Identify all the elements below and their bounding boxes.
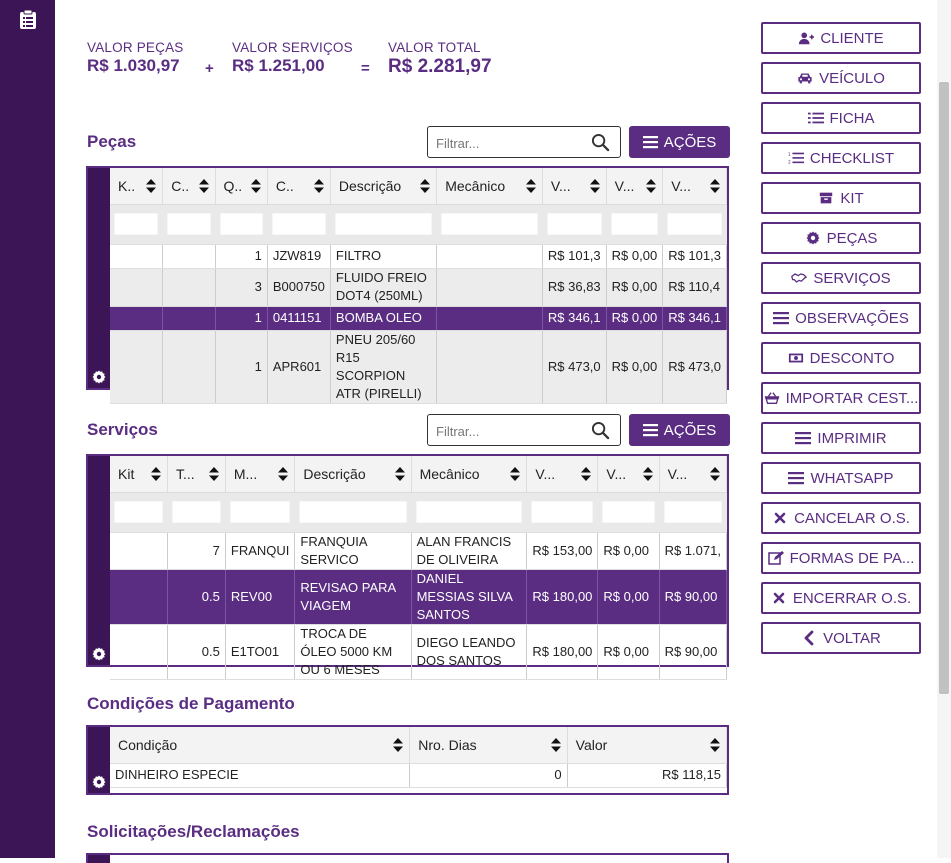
- servicos-table-cell: E1TO01: [225, 624, 295, 679]
- action-icon-wrap: [801, 631, 817, 645]
- pecas-table-cell: R$ 346,1: [542, 306, 606, 330]
- pecas-table-cell: R$ 101,3: [542, 244, 606, 268]
- pecas-table-cell: BOMBA OLEO: [330, 306, 436, 330]
- pecas-col-header[interactable]: [542, 168, 606, 204]
- search-icon[interactable]: [591, 133, 610, 152]
- sort-icon[interactable]: [646, 179, 656, 193]
- pecas-table-cell: [110, 268, 163, 306]
- action-button-label: DESCONTO: [809, 349, 895, 367]
- action-icon-wrap: [791, 271, 807, 285]
- servicos-table-cell: R$ 0,00: [598, 624, 659, 679]
- pecas-col-header-label: Mecânico: [445, 177, 506, 194]
- action-icon-wrap: [773, 311, 789, 325]
- servicos-table-cell: R$ 90,00: [659, 624, 726, 679]
- action-button-label: SERVIÇOS: [813, 269, 891, 287]
- pecas-col-header[interactable]: [163, 168, 215, 204]
- pecas-table-row[interactable]: [110, 244, 727, 268]
- servicos-col-header-label: V...: [535, 465, 556, 482]
- sort-icon[interactable]: [581, 467, 591, 481]
- servicos-table-row[interactable]: [110, 624, 727, 679]
- grand-total-label: VALOR TOTAL: [388, 40, 481, 55]
- sort-icon[interactable]: [710, 738, 720, 752]
- column-filter-input[interactable]: [172, 501, 221, 523]
- action-button-cancelar-o-s[interactable]: [761, 502, 921, 534]
- bars-icon: [788, 471, 804, 485]
- sort-icon[interactable]: [146, 179, 156, 193]
- menu-icon: [643, 136, 658, 148]
- column-filter-input[interactable]: [220, 213, 263, 235]
- pecas-col-header[interactable]: [110, 168, 163, 204]
- column-filter-input[interactable]: [667, 213, 722, 235]
- pecas-table-cell: R$ 101,3: [663, 244, 727, 268]
- action-icon-wrap: [788, 151, 804, 165]
- servicos-table-cell: R$ 180,00: [527, 624, 598, 679]
- pecas-filter[interactable]: [427, 126, 621, 158]
- pecas-column-filter[interactable]: [267, 204, 330, 244]
- pecas-column-filter[interactable]: [606, 204, 663, 244]
- action-button-label: IMPRIMIR: [817, 429, 887, 447]
- action-button-label: FICHA: [829, 109, 875, 127]
- servicos-table-cell: R$ 180,00: [527, 569, 598, 624]
- servicos-table-cell: DANIEL MESSIAS SILVA SANTOS: [411, 569, 527, 624]
- servicos-column-filter[interactable]: [167, 492, 225, 532]
- servicos-col-header[interactable]: [659, 456, 726, 492]
- sort-icon[interactable]: [710, 179, 720, 193]
- pecas-table-cell: JZW819: [267, 244, 330, 268]
- action-button-label: CLIENTE: [820, 29, 884, 47]
- equals-sign: =: [361, 60, 370, 77]
- sidebar: [0, 0, 55, 858]
- servicos-filter-input[interactable]: [436, 421, 586, 441]
- pecas-table-cell: [110, 244, 163, 268]
- pecas-col-header-label: C..: [275, 177, 294, 194]
- action-icon-wrap: [805, 231, 821, 245]
- servicos-table-cell: ALAN FRANCIS DE OLIVEIRA: [411, 532, 527, 569]
- action-button-imprimir[interactable]: [761, 422, 921, 454]
- servicos-table-cell: R$ 0,00: [598, 532, 659, 569]
- pecas-table-cell: APR601: [267, 330, 330, 403]
- sort-icon[interactable]: [420, 179, 430, 193]
- servicos-table-cell: 0.5: [167, 624, 225, 679]
- action-icon-wrap: [818, 191, 834, 205]
- servicos-total-label: VALOR SERVIÇOS: [232, 40, 353, 55]
- servicos-table-cell: R$ 153,00: [527, 532, 598, 569]
- solicitacoes-grid: [86, 853, 729, 863]
- servicos-grid-gutter: [88, 456, 110, 665]
- servicos-col-header[interactable]: [295, 456, 411, 492]
- scrollbar-thumb[interactable]: [939, 82, 949, 694]
- pecas-col-header[interactable]: [606, 168, 663, 204]
- column-filter-input[interactable]: [167, 213, 210, 235]
- action-button-cliente[interactable]: [761, 22, 921, 54]
- pecas-table-cell: R$ 0,00: [606, 244, 663, 268]
- action-button-label: VOLTAR: [823, 629, 881, 647]
- action-icon-wrap: [772, 511, 788, 525]
- grand-total-value: R$ 2.281,97: [388, 56, 492, 77]
- sort-icon[interactable]: [551, 738, 561, 752]
- pecas-grid-gutter: [88, 168, 110, 388]
- money-icon: [788, 351, 804, 365]
- pecas-column-filter[interactable]: [163, 204, 215, 244]
- pagamento-col-header-label: Nro. Dias: [418, 736, 477, 753]
- x-icon: [772, 511, 788, 525]
- servicos-total: [232, 40, 353, 76]
- servicos-filter[interactable]: [427, 414, 621, 446]
- list-icon: [808, 111, 824, 125]
- action-button-serviços[interactable]: [761, 262, 921, 294]
- action-icon-wrap: [795, 431, 811, 445]
- servicos-col-header[interactable]: [167, 456, 225, 492]
- pecas-col-header[interactable]: [663, 168, 727, 204]
- solicitacoes-grid-gutter: [88, 855, 110, 863]
- pecas-col-header-label: V...: [550, 177, 571, 194]
- solicitacoes-title: Solicitações/Reclamações: [87, 822, 300, 841]
- pecas-table-cell: [163, 268, 215, 306]
- pecas-col-header[interactable]: [330, 168, 436, 204]
- servicos-table-cell: FRANQUI: [225, 532, 295, 569]
- column-filter-input[interactable]: [272, 213, 326, 235]
- pecas-table-cell: B000750: [267, 268, 330, 306]
- action-button-label: KIT: [840, 189, 864, 207]
- pecas-table: [110, 168, 727, 404]
- handshake-icon: [791, 271, 807, 285]
- servicos-column-filter[interactable]: [225, 492, 295, 532]
- sort-icon[interactable]: [251, 179, 261, 193]
- column-filter-input[interactable]: [602, 501, 654, 523]
- menu-icon: [643, 424, 658, 436]
- servicos-title: Serviços: [87, 420, 158, 439]
- grand-total: [388, 40, 492, 78]
- pecas-col-header[interactable]: [267, 168, 330, 204]
- pecas-filter-input[interactable]: [436, 133, 586, 153]
- action-button-observações[interactable]: [761, 302, 921, 334]
- column-filter-input[interactable]: [299, 501, 406, 523]
- pecas-column-filter[interactable]: [542, 204, 606, 244]
- plus-sign: +: [205, 60, 214, 77]
- servicos-table: [110, 456, 727, 680]
- servicos-table-row[interactable]: [110, 569, 727, 624]
- pagamento-col-header[interactable]: [110, 727, 410, 763]
- servicos-col-header[interactable]: [110, 456, 167, 492]
- pecas-table-cell: 1: [215, 244, 267, 268]
- action-button-label: CHECKLIST: [809, 149, 895, 167]
- pecas-table-cell: R$ 36,83: [542, 268, 606, 306]
- servicos-table-cell: R$ 90,00: [659, 569, 726, 624]
- pecas-col-header[interactable]: [215, 168, 267, 204]
- pecas-table-cell: [110, 306, 163, 330]
- svg-text:2: 2: [787, 160, 791, 166]
- pagamento-col-header[interactable]: [410, 727, 567, 763]
- chevron-left-icon: [801, 631, 817, 645]
- user-plus-icon: [798, 31, 814, 45]
- servicos-col-header-label: V...: [667, 465, 688, 482]
- action-icon-wrap: [768, 551, 784, 565]
- pagamento-table-cell: 0: [410, 763, 567, 787]
- pecas-table-cell: R$ 0,00: [606, 330, 663, 403]
- servicos-col-header-label: M...: [233, 465, 258, 482]
- servicos-column-filter[interactable]: [110, 492, 167, 532]
- pecas-col-header-label: Q..: [223, 177, 243, 194]
- sort-icon[interactable]: [393, 738, 403, 752]
- sort-icon[interactable]: [199, 179, 209, 193]
- pagamento-table-cell: R$ 118,15: [567, 763, 726, 787]
- action-button-label: CANCELAR O.S.: [794, 509, 910, 527]
- pecas-table-cell: [163, 244, 215, 268]
- column-filter-input[interactable]: [416, 501, 523, 523]
- pecas-table-cell: [437, 268, 543, 306]
- pagamento-grid: [86, 725, 729, 795]
- servicos-total-value: R$ 1.251,00: [232, 56, 325, 75]
- action-button-encerrar-o-s[interactable]: [761, 582, 921, 614]
- servicos-table-cell: FRANQUIA SERVICO: [295, 532, 411, 569]
- column-filter-input[interactable]: [114, 213, 158, 235]
- pecas-table-cell: 1: [215, 330, 267, 403]
- pecas-filter-row: [110, 204, 727, 244]
- pecas-table-cell: R$ 346,1: [663, 306, 727, 330]
- servicos-table-cell: 0.5: [167, 569, 225, 624]
- column-filter-input[interactable]: [531, 501, 593, 523]
- column-filter-input[interactable]: [335, 213, 432, 235]
- pecas-table-cell: PNEU 205/60 R15 SCORPION ATR (PIRELLI): [330, 330, 436, 403]
- pecas-table-cell: [437, 330, 543, 403]
- action-button-checklist[interactable]: [761, 142, 921, 174]
- pagamento-col-header[interactable]: [567, 727, 726, 763]
- pecas-table-cell: 1: [215, 306, 267, 330]
- action-button-label: FORMAS DE PA...: [789, 549, 915, 567]
- servicos-column-filter[interactable]: [659, 492, 726, 532]
- pecas-table-cell: [163, 306, 215, 330]
- action-icon-wrap: [798, 31, 814, 45]
- sort-icon[interactable]: [209, 467, 219, 481]
- pagamento-table-row[interactable]: [110, 763, 727, 787]
- action-button-desconto[interactable]: [761, 342, 921, 374]
- pecas-column-filter[interactable]: [663, 204, 727, 244]
- gear-icon[interactable]: [92, 647, 106, 661]
- servicos-col-header-label: Descrição: [303, 465, 366, 482]
- action-icon-wrap: [788, 471, 804, 485]
- pecas-table-cell: R$ 473,0: [663, 330, 727, 403]
- clipboard-icon[interactable]: [19, 9, 37, 30]
- sort-icon[interactable]: [395, 467, 405, 481]
- gear-icon: [805, 231, 821, 245]
- action-button-formas-de-pa[interactable]: [761, 542, 921, 574]
- pecas-col-header-label: Descrição: [338, 177, 402, 194]
- sort-icon[interactable]: [510, 467, 520, 481]
- sort-icon[interactable]: [710, 467, 720, 481]
- pecas-col-header-label: K..: [118, 177, 136, 194]
- action-icon-wrap: [771, 591, 787, 605]
- column-filter-input[interactable]: [441, 213, 538, 235]
- svg-text:1: 1: [787, 153, 791, 159]
- action-button-whatsapp[interactable]: [761, 462, 921, 494]
- column-filter-input[interactable]: [114, 501, 163, 523]
- archive-icon: [818, 191, 834, 205]
- scrollbar[interactable]: [937, 0, 951, 858]
- pecas-table-cell: 3: [215, 268, 267, 306]
- servicos-table-cell: REVISAO PARA VIAGEM: [295, 569, 411, 624]
- pecas-acoes-label: AÇÕES: [663, 133, 717, 151]
- pecas-table-cell: R$ 0,00: [606, 268, 663, 306]
- pecas-table-cell: R$ 110,4: [663, 268, 727, 306]
- servicos-acoes-label: AÇÕES: [663, 421, 717, 439]
- sort-icon[interactable]: [590, 179, 600, 193]
- servicos-table-cell: DIEGO LEANDO DOS SANTOS: [411, 624, 527, 679]
- pecas-col-header-label: V...: [671, 177, 691, 194]
- pecas-col-header[interactable]: [437, 168, 543, 204]
- pagamento-table-cell: DINHEIRO ESPECIE: [110, 763, 410, 787]
- basket-icon: [764, 391, 780, 405]
- servicos-table-cell: [110, 624, 167, 679]
- action-button-kit[interactable]: [761, 182, 921, 214]
- bars-icon: [795, 431, 811, 445]
- sort-icon[interactable]: [151, 467, 161, 481]
- bars-icon: [773, 311, 789, 325]
- edit-icon: [768, 551, 784, 565]
- pecas-column-filter[interactable]: [330, 204, 436, 244]
- pecas-col-header-label: V...: [614, 177, 635, 194]
- pagamento-col-header-label: Valor: [575, 736, 608, 753]
- column-filter-input[interactable]: [547, 213, 602, 235]
- gear-icon[interactable]: [92, 370, 106, 384]
- pecas-table-row[interactable]: [110, 306, 727, 330]
- servicos-col-header[interactable]: [225, 456, 295, 492]
- pecas-column-filter[interactable]: [215, 204, 267, 244]
- pecas-column-filter[interactable]: [437, 204, 543, 244]
- action-icon-wrap: [797, 71, 813, 85]
- column-filter-input[interactable]: [230, 501, 291, 523]
- pecas-table-cell: [437, 244, 543, 268]
- action-button-veículo[interactable]: [761, 62, 921, 94]
- servicos-col-header[interactable]: [527, 456, 598, 492]
- search-icon[interactable]: [591, 421, 610, 440]
- servicos-col-header-label: T...: [175, 465, 195, 482]
- pecas-table-cell: [110, 330, 163, 403]
- servicos-filter-row: [110, 492, 727, 532]
- action-button-label: IMPORTAR CEST...: [785, 389, 919, 407]
- action-icon-wrap: [788, 351, 804, 365]
- pecas-title: Peças: [87, 132, 137, 151]
- action-button-label: PEÇAS: [826, 229, 878, 247]
- pecas-table-cell: FLUIDO FREIO DOT4 (250ML): [330, 268, 436, 306]
- action-button-label: WHATSAPP: [810, 469, 894, 487]
- servicos-col-header[interactable]: [598, 456, 659, 492]
- pecas-col-header-label: C..: [171, 177, 190, 194]
- servicos-table-cell: R$ 0,00: [598, 569, 659, 624]
- action-button-label: ENCERRAR O.S.: [792, 589, 912, 607]
- sort-icon[interactable]: [526, 179, 536, 193]
- column-filter-input[interactable]: [611, 213, 659, 235]
- servicos-column-filter[interactable]: [411, 492, 527, 532]
- action-button-peças[interactable]: [761, 222, 921, 254]
- gear-icon[interactable]: [92, 775, 106, 789]
- pecas-table-row[interactable]: [110, 268, 727, 306]
- pecas-total: [87, 40, 183, 76]
- pecas-column-filter[interactable]: [110, 204, 163, 244]
- servicos-acoes-button[interactable]: [629, 414, 730, 446]
- pecas-total-label: VALOR PEÇAS: [87, 40, 184, 55]
- servicos-column-filter[interactable]: [598, 492, 659, 532]
- action-button-label: OBSERVAÇÕES: [795, 309, 909, 327]
- pecas-acoes-button[interactable]: [629, 126, 730, 158]
- pecas-table-cell: FILTRO: [330, 244, 436, 268]
- sort-icon[interactable]: [314, 179, 324, 193]
- servicos-column-filter[interactable]: [295, 492, 411, 532]
- action-button-importar-cest[interactable]: [761, 382, 921, 414]
- action-button-voltar[interactable]: [761, 622, 921, 654]
- servicos-table-cell: 7: [167, 532, 225, 569]
- pecas-table-row[interactable]: [110, 330, 727, 403]
- car-icon: [797, 71, 813, 85]
- action-icon-wrap: [764, 391, 780, 405]
- sort-icon[interactable]: [278, 467, 288, 481]
- servicos-table-cell: [110, 532, 167, 569]
- pagamento-col-header-label: Condição: [118, 736, 178, 753]
- action-icon-wrap: [808, 111, 824, 125]
- servicos-table-cell: TROCA DE ÓLEO 5000 KM OU 6 MESES: [295, 624, 411, 679]
- action-button-ficha[interactable]: [761, 102, 921, 134]
- servicos-col-header[interactable]: [411, 456, 527, 492]
- column-filter-input[interactable]: [664, 501, 722, 523]
- servicos-table-row[interactable]: [110, 532, 727, 569]
- servicos-grid: [86, 454, 729, 677]
- sort-icon[interactable]: [643, 467, 653, 481]
- servicos-col-header-label: Kit: [118, 465, 135, 482]
- pecas-table-cell: R$ 473,0: [542, 330, 606, 403]
- pecas-grid: [86, 166, 729, 401]
- numbered-list-icon: [788, 151, 804, 165]
- servicos-col-header-label: V...: [606, 465, 627, 482]
- servicos-table-cell: REV00: [225, 569, 295, 624]
- servicos-col-header-label: Mecânico: [419, 465, 480, 482]
- pecas-table-cell: 0411151: [267, 306, 330, 330]
- pecas-total-value: R$ 1.030,97: [87, 56, 180, 75]
- pecas-table-cell: R$ 0,00: [606, 306, 663, 330]
- action-button-label: VEÍCULO: [819, 69, 885, 87]
- pagamento-table: [110, 727, 727, 788]
- servicos-column-filter[interactable]: [527, 492, 598, 532]
- servicos-table-cell: [110, 569, 167, 624]
- pagamento-title: Condições de Pagamento: [87, 694, 295, 713]
- pecas-table-cell: [163, 330, 215, 403]
- x-icon: [771, 591, 787, 605]
- servicos-table-cell: R$ 1.071,: [659, 532, 726, 569]
- pecas-table-cell: [437, 306, 543, 330]
